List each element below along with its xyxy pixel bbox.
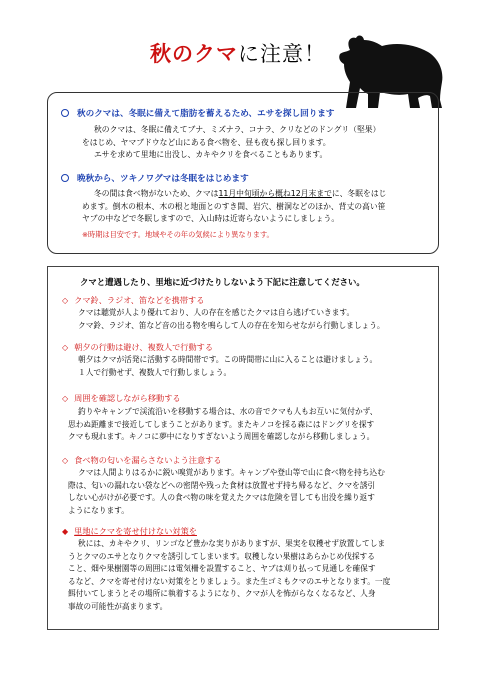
- item-heading: ◆ 里地にクマを寄せ付けない対策を: [62, 526, 197, 536]
- item-body: クマは人間よりはるかに鋭い嗅覚があります。キャンプや登山等で山に食べ物を持ち込む 際は、匂いの漏れない袋などへの密閉や残った食材は放置せず持ち帰るなど、クマを誘引 しない心がけが必要です。人の食べ物の味を覚えたクマは危険を冒しても出没を繰り返す ようになります。: [68, 468, 385, 515]
- diamond-bullet-icon: ◇: [62, 343, 69, 352]
- title-rest: に注意！: [238, 42, 326, 66]
- diamond-bullet-icon: ◆: [62, 527, 69, 536]
- page-title: [150, 38, 326, 68]
- diamond-bullet-icon: ◇: [62, 456, 69, 465]
- precautions-box: [47, 266, 439, 630]
- item-heading: ◇ 朝夕の行動は避け、複数人で行動する: [62, 342, 214, 352]
- section1-heading: 秋のクマは、冬眠に備えて脂肪を蓄えるため、エサを探し回ります: [61, 107, 334, 119]
- circle-bullet-icon: [61, 109, 69, 117]
- section2-body: 冬の間は食べ物がないため、クマは11月中旬頃から概ね12月末までに、冬眠をはじ めます。倒木の根本、木の根と地面とのすき間、岩穴、樹洞などのほか、背丈の高い笹 ヤブの中などで冬眠しますので、入山時は近寄らないようにしましょう。: [82, 189, 387, 224]
- item-body: 朝夕はクマが活発に活動する時間帯です。この時間帯に山に入ることは避けましょう。 １人で行動せず、複数人で行動しましょう。: [78, 355, 378, 377]
- item-heading: ◇ クマ鈴、ラジオ、笛などを携帯する: [62, 295, 205, 305]
- precautions-intro: クマと遭遇したり、里地に近づけたりしないよう下記に注意してください。: [80, 277, 365, 287]
- section2-heading: 晩秋から、ツキノワグマは冬眠をはじめます: [61, 172, 249, 184]
- item-heading: ◇ 食べ物の匂いを漏らさないよう注意する: [62, 455, 222, 465]
- item-body: クマは聴覚が人より優れており、人の存在を感じたクマは自ら逃げていきます。 クマ鈴、ラジオ、笛など音の出る物を鳴らして人の存在を知らせながら行動しましょう。: [78, 308, 385, 330]
- hibernation-period: 11月中旬頃から概ね12月末まで: [218, 189, 332, 198]
- diamond-bullet-icon: ◇: [62, 394, 69, 403]
- diamond-bullet-icon: ◇: [62, 296, 69, 305]
- circle-bullet-icon: [61, 174, 69, 182]
- section1-body: 秋のクマは、冬眠に備えてブナ、ミズナラ、コナラ、クリなどのドングリ（堅果） をはじめ、ヤマブドウなど山にある食べ物を、昼も夜も探し回ります。 エサを求めて里地に出没し、カキやクリを食べることもあります。: [82, 125, 381, 160]
- item-heading: ◇ 周囲を確認しながら移動する: [62, 393, 181, 403]
- title-highlight: 秋のクマ: [150, 42, 238, 66]
- item-body: 釣りやキャンプで渓流沿いを移動する場合は、水の音でクマも人もお互いに気付かず、 思わぬ距離まで接近してしまうことがあります。またキノコを採る森にはドングリを探す クマも現れます。キノコに夢中になりすぎないよう周囲を確認しながら移動しましょう。: [68, 407, 378, 442]
- item-body: 秋には、カキやクリ、リンゴなど豊かな実りがありますが、果実を収穫せず放置してしま うとクマのエサとなりクマを誘引してしまいます。収穫しない果樹はあらかじめ伐採する こと、畑や果樹園等の周囲には電気柵を設置すること、ヤブは刈り払って見通しを確保す るなど、クマを寄せ付けない対策をとりましょう。また生ゴミもクマのエサとなります。一度 餌付いてしまうとその場所に執着するようになり、クマが人を怖がらなくなるなど、人身 事故の可能性が高まります。: [68, 539, 391, 611]
- autumn-bear-info-box: [47, 92, 439, 254]
- timing-note: ※時期は目安です。地域やその年の気候により異なります。: [82, 230, 274, 239]
